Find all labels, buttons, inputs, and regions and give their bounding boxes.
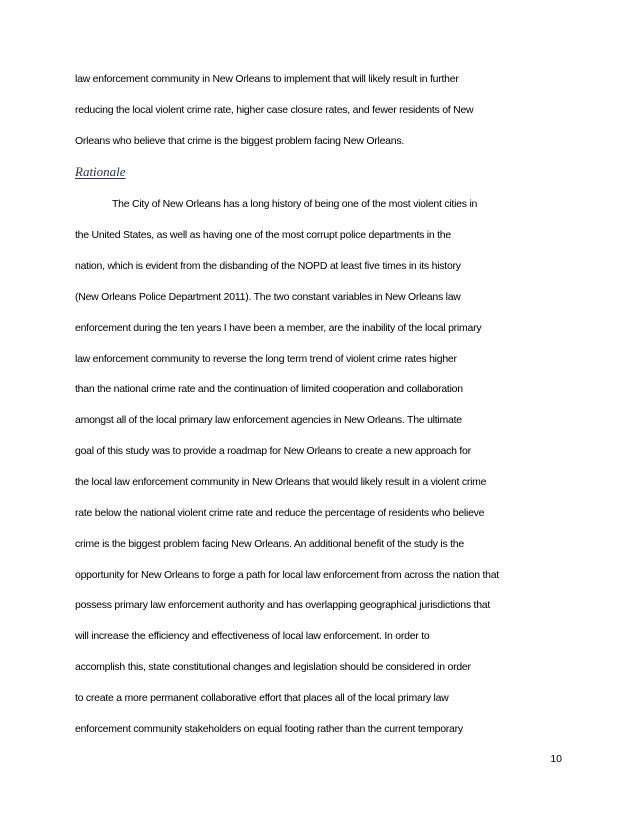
text-line: than the national crime rate and the continuation of limited cooperation and collaboration [75, 383, 463, 395]
text-line: (New Orleans Police Department 2011). The two constant variables in New Orleans law [75, 291, 461, 303]
text-line: rate below the national violent crime rate and reduce the percentage of residents who believe [75, 507, 485, 519]
text-line: crime is the biggest problem facing New Orleans. An additional benefit of the study is the [75, 538, 464, 550]
paragraph-first-line: The City of New Orleans has a long history of being one of the most violent cities in [112, 198, 478, 210]
text-line: goal of this study was to provide a roadmap for New Orleans to create a new approach for [75, 445, 471, 457]
text-line: the United States, as well as having one of the most corrupt police departments in the [75, 229, 451, 241]
text-line: enforcement community stakeholders on equal footing rather than the current temporary [75, 723, 463, 735]
text-line: enforcement during the ten years I have been a member, are the inability of the local primary [75, 322, 482, 334]
text-line: opportunity for New Orleans to forge a path for local law enforcement from across the nation that [75, 569, 499, 581]
text-line: amongst all of the local primary law enforcement agencies in New Orleans. The ultimate [75, 414, 462, 426]
text-line: law enforcement community to reverse the long term trend of violent crime rates higher [75, 353, 457, 365]
page-number: 10 [550, 753, 562, 765]
text-line: law enforcement community in New Orleans to implement that will likely result in further [75, 73, 459, 85]
text-line: reducing the local violent crime rate, higher case closure rates, and fewer residents of New [75, 104, 474, 116]
text-line: to create a more permanent collaborative effort that places all of the local primary law [75, 692, 449, 704]
text-line: the local law enforcement community in New Orleans that would likely result in a violent crime [75, 476, 487, 488]
text-line: accomplish this, state constitutional changes and legislation should be considered in order [75, 661, 471, 673]
text-line: Orleans who believe that crime is the biggest problem facing New Orleans. [75, 135, 404, 147]
text-line: will increase the efficiency and effectiveness of local law enforcement. In order to [75, 630, 430, 642]
text-line: nation, which is evident from the disbanding of the NOPD at least five times in its history [75, 260, 461, 272]
section-heading: Rationale [75, 164, 126, 179]
text-line: possess primary law enforcement authority and has overlapping geographical jurisdictions that [75, 599, 491, 611]
